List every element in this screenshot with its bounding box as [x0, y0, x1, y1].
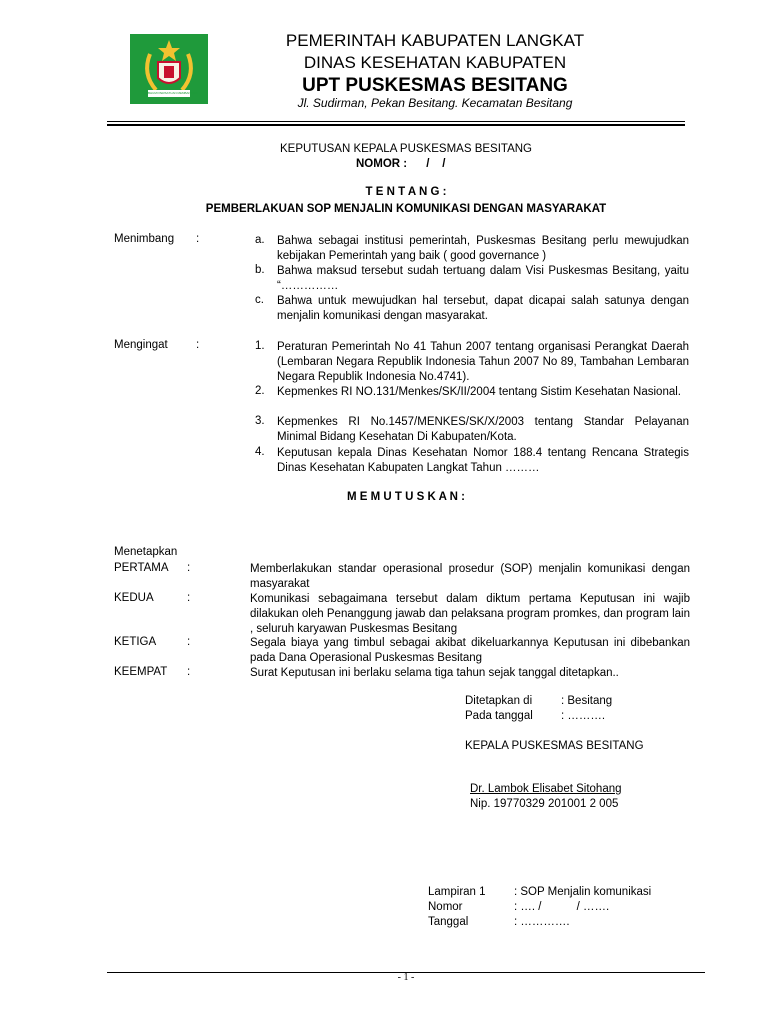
menimbang-mark-c: c. [255, 294, 264, 306]
diktum-colon-keempat: : [187, 666, 191, 678]
logo-banner-text: BHUMI PERSATUAN MEMBANGUN [148, 91, 198, 95]
header-divider-thin [107, 121, 685, 122]
mengingat-item-4: Keputusan kepala Dinas Kesehatan Nomor 188.4 tentang Rencana Strategis Dinas Kesehatan Kabupaten Langkat Tahun ……… [277, 447, 689, 474]
page-number: - 1 - [397, 972, 415, 983]
mengingat-item-3: Kepmenkes RI No.1457/MENKES/SK/X/2003 tentang Standar Pelayanan Minimal Bidang Kesehatan Di Kabupaten/Kota. [277, 416, 689, 443]
lampiran-nomor-value: : …. / / ……. [514, 901, 610, 913]
decree-title: KEPUTUSAN KEPALA PUSKESMAS BESITANG [279, 143, 532, 155]
government-logo [130, 34, 208, 104]
mengingat-mark-4: 4. [255, 446, 265, 458]
diktum-text-ketiga: Segala biaya yang timbul sebagai akibat dikeluarkannya Keputusan ini dibebankan pada Dana Operasional Puskesmas Besitang [250, 637, 690, 664]
diktum-label-keempat: KEEMPAT [114, 666, 168, 678]
header-line-3: UPT PUSKESMAS BESITANG [302, 75, 568, 96]
mengingat-mark-2: 2. [255, 385, 265, 397]
signatory-position: KEPALA PUSKESMAS BESITANG [465, 740, 644, 752]
decree-number: NOMOR : / / [356, 158, 446, 170]
diktum-colon-ketiga: : [187, 636, 191, 648]
menimbang-mark-a: a. [255, 234, 265, 246]
mengingat-mark-1: 1. [255, 340, 265, 352]
diktum-colon-pertama: : [187, 562, 191, 574]
tanggal-value: : ………. [561, 710, 606, 722]
diktum-text-kedua: Komunikasi sebagaimana tersebut dalam diktum pertama Keputusan ini wajib dilakukan oleh Penanggung jawab dan pelaksana program promkes, dan program lain , seluruh karyawan Puskesmas Besitang [250, 593, 690, 635]
header-divider-thick [107, 124, 685, 126]
mengingat-item-1: Peraturan Pemerintah No 41 Tahun 2007 tentang organisasi Perangkat Daerah (Lembaran Negara Republik Indonesia Tahun 2007 No 89, Tambahan Lembaran Negara Republik Indonesia No.4741). [277, 341, 689, 383]
menimbang-item-b: Bahwa maksud tersebut sudah tertuang dalam Visi Puskesmas Besitang, yaitu “…………… [277, 265, 689, 292]
header-address: Jl. Sudirman, Pekan Besitang. Kecamatan Besitang [297, 96, 573, 110]
menimbang-item-c: Bahwa untuk mewujudkan hal tersebut, dapat dicapai salah satunya dengan menjalin komunikasi dengan masyarakat. [277, 295, 689, 322]
menimbang-label: Menimbang [114, 233, 175, 245]
tentang-heading: T E N T A N G : [365, 186, 447, 198]
header-line-1: PEMERINTAH KABUPATEN LANGKAT [285, 31, 585, 50]
diktum-text-keempat: Surat Keputusan ini berlaku selama tiga tahun sejak tanggal ditetapkan.. [250, 667, 619, 679]
diktum-label-kedua: KEDUA [114, 592, 154, 604]
diktum-colon-kedua: : [187, 592, 191, 604]
mengingat-item-2: Kepmenkes RI NO.131/Menkes/SK/II/2004 tentang Sistim Kesehatan Nasional. [277, 386, 681, 398]
decree-subject: PEMBERLAKUAN SOP MENJALIN KOMUNIKASI DENGAN MASYARAKAT [205, 203, 607, 215]
lampiran-tanggal-label: Tanggal [428, 916, 469, 928]
mengingat-colon: : [196, 339, 200, 351]
signatory-name: Dr. Lambok Elisabet Sitohang [470, 783, 622, 795]
tanggal-label: Pada tanggal [465, 710, 533, 722]
signatory-nip: Nip. 19770329 201001 2 005 [470, 798, 619, 810]
menetapkan-label: Menetapkan [114, 546, 178, 558]
diktum-text-pertama: Memberlakukan standar operasional prosedur (SOP) menjalin komunikasi dengan masyarakat [250, 563, 690, 590]
ditetapkan-value: : Besitang [561, 695, 613, 707]
lampiran-tanggal-value: : …………. [514, 916, 570, 928]
header-line-2: DINAS KESEHATAN KABUPATEN [303, 53, 567, 72]
menimbang-item-a: Bahwa sebagai institusi pemerintah, Puskesmas Besitang perlu mewujudkan kebijakan Pemerintah yang baik ( good governance ) [277, 235, 689, 262]
lampiran-value: : SOP Menjalin komunikasi [514, 886, 652, 898]
diktum-label-pertama: PERTAMA [114, 562, 169, 574]
lampiran-label: Lampiran 1 [428, 886, 486, 898]
menimbang-colon: : [196, 233, 200, 245]
mengingat-mark-3: 3. [255, 415, 265, 427]
menimbang-mark-b: b. [255, 264, 265, 276]
memutuskan-heading: M E M U T U S K A N : [347, 491, 465, 503]
lampiran-nomor-label: Nomor [428, 901, 463, 913]
ditetapkan-label: Ditetapkan di [465, 695, 533, 707]
mengingat-label: Mengingat [114, 339, 168, 351]
diktum-label-ketiga: KETIGA [114, 636, 157, 648]
